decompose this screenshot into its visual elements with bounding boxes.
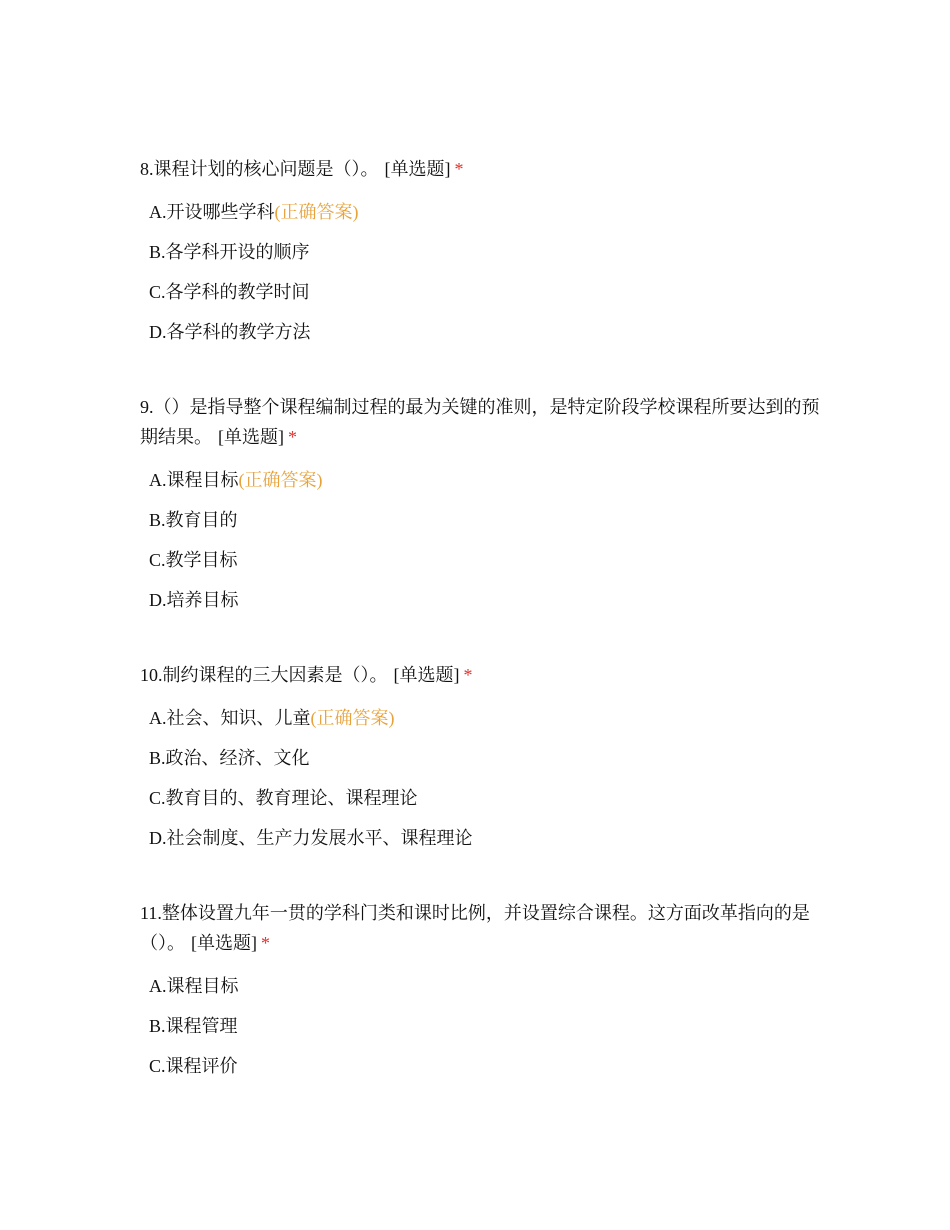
option-b	[140, 500, 820, 540]
question-text: 8.课程计划的核心问题是（）。	[140, 159, 379, 179]
option-text: D.各学科的教学方法	[149, 322, 311, 342]
question-8	[140, 154, 820, 352]
option-a	[140, 192, 820, 232]
required-mark: *	[288, 427, 297, 447]
option-text: C.各学科的教学时间	[149, 282, 310, 302]
question-title	[140, 898, 820, 958]
option-a	[140, 460, 820, 500]
question-title	[140, 660, 820, 690]
question-text: 11.整体设置九年一贯的学科门类和课时比例，并设置综合课程。这方面改革指向的是（）。	[140, 903, 810, 953]
option-c	[140, 778, 820, 818]
option-text: A.课程目标	[149, 976, 239, 996]
option-text: C.教育目的、教育理论、课程理论	[149, 788, 418, 808]
option-d	[140, 580, 820, 620]
option-d	[140, 818, 820, 858]
option-c	[140, 272, 820, 312]
option-b	[140, 738, 820, 778]
question-11	[140, 898, 820, 1086]
option-text: A.开设哪些学科	[149, 202, 275, 222]
option-c	[140, 540, 820, 580]
option-text: B.政治、经济、文化	[149, 748, 310, 768]
option-text: D.社会制度、生产力发展水平、课程理论	[149, 828, 473, 848]
question-type: [单选题]	[191, 933, 257, 953]
question-9	[140, 392, 820, 620]
question-10	[140, 660, 820, 858]
required-mark: *	[463, 665, 473, 685]
option-text: C.课程评价	[149, 1056, 238, 1076]
option-text: B.教育目的	[149, 510, 238, 530]
required-mark: *	[261, 933, 270, 953]
option-c	[140, 1046, 820, 1086]
option-text: A.社会、知识、儿童	[149, 708, 311, 728]
question-text: 9.（）是指导整个课程编制过程的最为关键的准则，是特定阶段学校课程所要达到的预期结果。	[140, 397, 820, 447]
option-b	[140, 1006, 820, 1046]
correct-answer-tag: (正确答案)	[274, 202, 359, 222]
option-d	[140, 312, 820, 352]
option-a	[140, 966, 820, 1006]
option-text: B.各学科开设的顺序	[149, 242, 310, 262]
required-mark: *	[454, 159, 464, 179]
correct-answer-tag: (正确答案)	[310, 708, 395, 728]
question-type: [单选题]	[393, 665, 460, 685]
option-text: C.教学目标	[149, 550, 238, 570]
question-title	[140, 392, 820, 452]
option-a	[140, 698, 820, 738]
option-text: D.培养目标	[149, 590, 239, 610]
option-text: A.课程目标	[149, 470, 239, 490]
question-type: [单选题]	[218, 427, 284, 447]
question-type: [单选题]	[384, 159, 451, 179]
correct-answer-tag: (正确答案)	[238, 470, 323, 490]
option-text: B.课程管理	[149, 1016, 238, 1036]
question-text: 10.制约课程的三大因素是（）。	[140, 665, 388, 685]
question-title	[140, 154, 820, 184]
option-b	[140, 232, 820, 272]
question-list	[140, 154, 820, 1126]
